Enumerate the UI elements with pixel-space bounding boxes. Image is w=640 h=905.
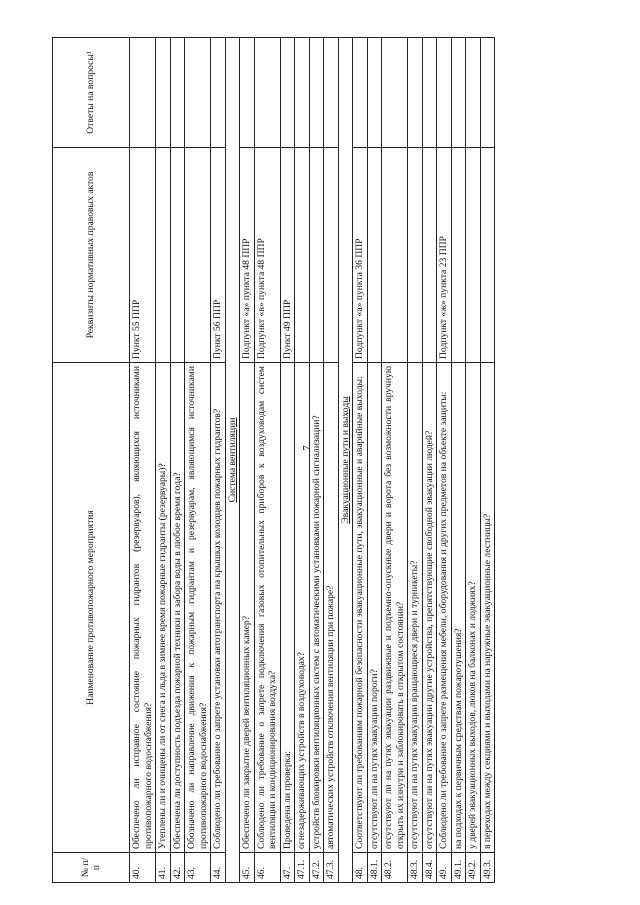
row-answer[interactable] <box>240 38 255 148</box>
row-reference: Пункт 49 ППР <box>280 148 295 363</box>
row-reference <box>480 148 495 363</box>
row-name: отсутствуют ли на путях эвакуации другие устройства, препятствующие свободной эвакуации людей? <box>422 363 437 853</box>
row-answer[interactable] <box>422 38 437 148</box>
row-answer[interactable] <box>170 38 185 148</box>
row-name: Соблюдено ли требование о запрете размещения мебели, оборудования и других предметов на объекте защиты: <box>437 363 452 853</box>
row-reference: Подпункт «а» пункта 48 ППР <box>240 148 255 363</box>
row-answer[interactable] <box>466 38 481 148</box>
row-reference <box>382 148 408 363</box>
row-num: 46. <box>254 853 280 883</box>
table-row <box>451 38 466 883</box>
row-name: отсутствуют ли на путях эвакуации пороги? <box>367 363 382 853</box>
table-row <box>254 38 280 883</box>
row-name: автоматических устройств отключения вентиляции при пожаре? <box>324 363 339 853</box>
row-reference: Подпункт «ж» пункта 23 ППР <box>437 148 452 363</box>
row-name: огнезадерживающих устройств в воздуховодах? <box>295 363 310 853</box>
row-answer[interactable] <box>437 38 452 148</box>
page-number: 7 <box>300 445 313 451</box>
row-num: 48.1. <box>367 853 382 883</box>
table-row <box>130 38 156 883</box>
rotated-table-wrapper <box>52 38 600 883</box>
table-row <box>353 38 368 883</box>
row-num: 49.2. <box>466 853 481 883</box>
header-num: № п/п <box>53 853 130 883</box>
row-reference <box>324 148 339 363</box>
row-name: Утеплены ли и очищены ли от снега и льда в зимнее время пожарные гидранты (резервуары)? <box>156 363 171 853</box>
row-name: на подходах к первичным средствам пожаротушения? <box>451 363 466 853</box>
section-row <box>225 38 240 883</box>
section-row <box>338 38 353 883</box>
row-reference <box>156 148 171 363</box>
checklist-table <box>52 37 495 883</box>
row-num: 41. <box>156 853 171 883</box>
section-title: Эвакуационные пути и выходы <box>338 38 353 883</box>
row-name: устройств блокировки вентиляционных систем с автоматическими установками пожарной сигнализации? <box>309 363 324 853</box>
row-num: 48.2. <box>382 853 408 883</box>
row-answer[interactable] <box>367 38 382 148</box>
row-answer[interactable] <box>295 38 310 148</box>
row-name: у дверей эвакуационных выходов, люков на балконах и лоджиях? <box>466 363 481 853</box>
table-row <box>309 38 324 883</box>
table-row <box>480 38 495 883</box>
row-answer[interactable] <box>408 38 423 148</box>
row-num: 44. <box>211 853 226 883</box>
row-name: отсутствуют ли на путях эвакуации раздвижные и подъемно-опускные двери и ворота без возможности вручную открыть их изнутри и заблокировать в открытом состоянии? <box>382 363 408 853</box>
row-reference <box>466 148 481 363</box>
table-row <box>324 38 339 883</box>
row-num: 49. <box>437 853 452 883</box>
row-name: Обеспечено ли закрытие дверей вентиляционных камер? <box>240 363 255 853</box>
row-reference <box>309 148 324 363</box>
table-row <box>185 38 211 883</box>
header-name: Наименование противопожарного мероприятия <box>53 363 130 853</box>
row-name: Соблюдено ли требование о запрете установки автотранспорта на крышках колодцев пожарных гидрантов? <box>211 363 226 853</box>
row-answer[interactable] <box>480 38 495 148</box>
row-answer[interactable] <box>156 38 171 148</box>
row-name: Проведена ли проверка: <box>280 363 295 853</box>
row-num: 48.4. <box>422 853 437 883</box>
row-answer[interactable] <box>324 38 339 148</box>
row-reference <box>170 148 185 363</box>
table-row <box>437 38 452 883</box>
row-reference <box>367 148 382 363</box>
row-name: отсутствуют ли на путях эвакуации вращающиеся двери и турникеты? <box>408 363 423 853</box>
table-row <box>466 38 481 883</box>
row-reference <box>295 148 310 363</box>
table-row <box>367 38 382 883</box>
section-title: Система вентиляции <box>225 38 240 883</box>
row-answer[interactable] <box>451 38 466 148</box>
table-row <box>408 38 423 883</box>
table-row <box>170 38 185 883</box>
row-num: 49.3. <box>480 853 495 883</box>
row-reference <box>422 148 437 363</box>
table-row <box>422 38 437 883</box>
table-row <box>382 38 408 883</box>
table-row <box>295 38 310 883</box>
row-reference: Подпункт «а» пункта 36 ППР <box>353 148 368 363</box>
table-row <box>211 38 226 883</box>
row-answer[interactable] <box>309 38 324 148</box>
row-num: 49.1. <box>451 853 466 883</box>
row-reference <box>185 148 211 363</box>
row-reference <box>451 148 466 363</box>
row-num: 43. <box>185 853 211 883</box>
row-answer[interactable] <box>130 38 156 148</box>
row-answer[interactable] <box>382 38 408 148</box>
row-answer[interactable] <box>211 38 226 148</box>
table-row <box>156 38 171 883</box>
header-answers: Ответы на вопросы¹ <box>53 38 130 148</box>
table-row <box>240 38 255 883</box>
row-reference: Подпункт «в» пункта 48 ППР <box>254 148 280 363</box>
row-name: Соблюдено ли требование о запрете подключения газовых отопительных приборов к воздуховодам систем вентиляции и кондиционирования воздуха? <box>254 363 280 853</box>
row-name: Обеспечена ли доступность подъезда пожарной техники и забора воды в любое время года? <box>170 363 185 853</box>
row-answer[interactable] <box>254 38 280 148</box>
row-name: Обозначено ли направление движения к пожарным гидрантам и резервуарам, являющимся источниками противопожарного водоснабжения? <box>185 363 211 853</box>
row-num: 42. <box>170 853 185 883</box>
table-header-row <box>53 38 130 883</box>
row-name: Соответствуют ли требованиям пожарной безопасности эвакуационные пути, эвакуационные и аварийные выходы: <box>353 363 368 853</box>
table-row <box>280 38 295 883</box>
row-reference <box>408 148 423 363</box>
row-num: 47.1. <box>295 853 310 883</box>
row-num: 45. <box>240 853 255 883</box>
row-answer[interactable] <box>353 38 368 148</box>
row-num: 47.3. <box>324 853 339 883</box>
row-name: Обеспечено ли исправное состояние пожарных гидрантов (резервуаров), являющихся источниками противопожарного водоснабжения? <box>130 363 156 853</box>
row-answer[interactable] <box>185 38 211 148</box>
table-body <box>130 38 495 883</box>
row-num: 48. <box>353 853 368 883</box>
row-num: 47.2. <box>309 853 324 883</box>
row-reference: Пункт 55 ППР <box>130 148 156 363</box>
row-num: 47. <box>280 853 295 883</box>
row-num: 48.3. <box>408 853 423 883</box>
row-answer[interactable] <box>280 38 295 148</box>
row-num: 40. <box>130 853 156 883</box>
row-reference: Пункт 56 ППР <box>211 148 226 363</box>
header-reference: Реквизиты нормативных правовых актов <box>53 148 130 363</box>
row-name: в переходах между секциями и выходами на наружные эвакуационные лестницы? <box>480 363 495 853</box>
